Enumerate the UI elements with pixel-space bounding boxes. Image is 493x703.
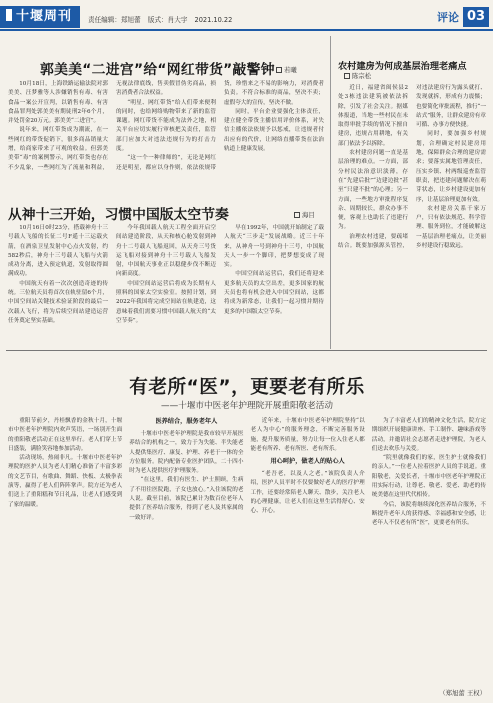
article-guo-meimei (8, 58, 324, 200)
article-body (8, 417, 486, 699)
article-paragraph: 中国空间站运营后将成为长期有人照料的国家太空实验室。按照计划，到2022年我国将完成空间站在轨建造，这意味着我们需要习惯中国载人航天的“太空节奏”。 (116, 280, 216, 324)
byline-box-icon (344, 73, 350, 79)
section-divider (6, 350, 487, 351)
designer-credit: 版式：肖大宇 (147, 16, 188, 24)
page-number: 03 (463, 7, 489, 27)
article-body (338, 84, 486, 348)
masthead-mark-icon (6, 9, 12, 21)
section-label (437, 6, 489, 28)
article-subhead: 医养结合，服务老年人 (155, 418, 218, 425)
issue-info (88, 14, 237, 24)
article-headline: 从神十三开始，习惯中国版太空节奏 (8, 207, 229, 223)
article-paragraph: 农村建房问题一直是基层治理的难点。一方面，部分村民法治意识淡薄，存在“先建后批”“边建边批”甚至“只建不批”的心理；另一方面，一些地方审批程序复杂、周期较长，群众办事不便，客观上也助长了违建行为。 (338, 150, 408, 231)
newspaper-masthead (0, 6, 80, 28)
article-byline (344, 71, 371, 80)
article-paragraph: 十堰市中医老年护理院是我市较早开展医养结合的机构之一，致力于为失能、半失能老人提供集医疗、康复、护理、养老于一体的全方位服务。院内配备专业医护团队，二十四小时为老人提供医疗护理服务。 (129, 431, 244, 475)
article-byline (276, 65, 297, 74)
editor-credit: 责任编辑：郑旭蕾 (88, 16, 141, 24)
article-subhead: 用心呵护，做老人的贴心人 (270, 458, 345, 466)
column-divider (330, 36, 331, 349)
article-paragraph: 重阳节前夕，丹桂飘香的金秋十月，十堰市中医老年护理院内欢声笑语，一场别开生面的重阳敬老活动正在这里举行。老人们穿上节日盛装，满脸笑容地参加活动。 (8, 418, 123, 452)
article-headline: 有老所“医”，更要老有所乐 (129, 377, 365, 398)
issue-date: 2021.10.22 (194, 16, 233, 24)
article-paragraph: “老吾老，以及人之老。”该院负责人介绍，医护人员平时不仅要做好老人的医疗护理工作，还要经常陪老人聊天、散步，关注老人的心理健康，让老人们在这里生活得舒心、安心、开心。 (250, 471, 365, 515)
article-elderly-care (8, 355, 486, 701)
article-body (8, 224, 324, 345)
article-paragraph: 治理农村违建，要疏堵结合。既要加强源头管控，对违法建房行为露头就打、发现就拆，形成有力震慑；也要简化审批流程，推行“一站式”服务，让群众建房有章可循、办事方便快捷。 (338, 85, 486, 250)
article-paragraph: “这一个一种律师的”，无论是网红还是明星，都应以身作则，依法依规带货，珍惜来之不易的影响力，对消费者负责。不符合标准的商品，坚决不卖；虚假夸大的宣传，坚决不做。 (116, 81, 324, 171)
article-shenzhou-13 (8, 203, 324, 345)
byline-box-icon (294, 212, 300, 218)
article-paragraph: “在这里，我们有医生、护士照顾，生病了不用往医院跑，子女也放心。”入住该院的老人说。截至目前，该院已累计为数百位老年人提供了医养结合服务，得到了老人及其家属的一致好评。 (129, 477, 244, 521)
article-paragraph: 今后，该院将继续深化医养结合服务，不断提升老年人的获得感、幸福感和安全感，让老年人不仅老有所“医”，更要老有所乐。 (371, 501, 486, 527)
article-paragraph: 同时，要加强乡村规划，合理确定村民建房用地，保障群众合理的建房需求；要落实属地管理责任，压实乡镇、村两级巡查监管职责，把违建问题解决在萌芽状态，让乡村建设更加有序，让基层治理更加有效。 (416, 131, 486, 203)
article-paragraph: 近日，福建省闽侯县2处3栋违法建筑被依法拆除，引发了社会关注。据媒体报道，当地一些村民在未取得审批手续的情况下擅自建房，违规占用耕地，有关部门依法予以拆除。 (338, 85, 408, 147)
article-paragraph: 同时，平台企业要强化主体责任，建立健全带货主播信用评价体系，对失信主播依法依规予以惩戒，让违规者付出应有的代价，让网络直播带货在法治轨道上健康发展。 (224, 108, 324, 153)
article-byline (294, 210, 315, 219)
article-paragraph: 10月16日0时23分，搭载神舟十三号载人飞船的长征二号F遥十三运载火箭，在酒泉卫星发射中心点火发射，约582秒后，神舟十三号载人飞船与火箭成功分离，进入预定轨道，发射取得圆满成功。 (8, 225, 108, 278)
article-paragraph: 说年来，网红带货成为潮流，在一些网红的带货促销下，很多商品销量大增，给商家带来了可观的收益。但郭美美带“毒”的案例警示，网红带货也存在不少乱象，一些网红为了流量和利益，无视法律底线，售卖假冒伪劣商品，损害消费者合法权益。 (8, 81, 216, 171)
article-headline: 农村建房为何成基层治理老痛点 (338, 61, 467, 72)
section-name: 评论 (437, 11, 459, 24)
article-subtitle: ——十堰市中医老年护理院开展重阳敬老活动 (161, 401, 333, 411)
article-paragraph: 农村建房关系千家万户，只有依法规范、科学管理、服务到位，才能破解这一基层治理老痛点，让美丽乡村建设行稳致远。 (416, 205, 486, 250)
article-paragraph: 活动现场，热闹非凡。十堰市中医老年护理院的医护人员为老人们精心准备了丰富多彩的文艺节目，有歌曲、舞蹈、快板、太极拳表演等，赢得了老人们阵阵掌声。院方还为老人们送上了重阳糕和节日礼品，让老人们感受到了家的温暖。 (8, 455, 123, 508)
article-paragraph: 为了丰富老人们的精神文化生活，院方定期组织开展健康讲座、手工制作、趣味游戏等活动，并邀请社会志愿者走进护理院，为老人们送去欢乐与关爱。 (371, 418, 486, 452)
article-byline: （郑旭蕾 王权） (439, 689, 486, 697)
article-paragraph: “院里就像我们的家，医生护士就像我们的亲人。”一位老人拉着医护人员的手说道。重阳敬老，关爱长者，十堰市中医老年护理院正用实际行动，让尊老、敬老、爱老、助老的传统美德在这里代代相传。 (371, 455, 486, 499)
byline-author: 若曦 (284, 66, 297, 74)
article-paragraph: 中国空间站运营后，我们还将迎来更多航天员的太空出差，更多国家的航天员也将有机会进入中国空间站，这都将成为新常态，让我们一起习惯并期待更多的中国版太空节奏。 (224, 271, 324, 315)
page-header (0, 0, 493, 30)
byline-author: 陈宗松 (352, 72, 372, 80)
article-paragraph: 今年我国载人航天工程全面开启空间站建造阶段，从天和核心舱发射到神舟十二号载人飞船返回，从天舟三号货运飞船对接到神舟十三号载人飞船发射，中国航天事业正以稳健步伐不断迈向新高度。 (116, 225, 216, 278)
header-divider (0, 29, 493, 31)
article-paragraph: 近年来，十堰市中医老年护理院坚持“以老人为中心”的服务理念，不断完善服务设施，提升服务质量，努力让每一位入住老人都能老有所养、老有所医、老有所乐。 (250, 418, 365, 452)
article-body (8, 80, 324, 200)
masthead-title: 十堰周刊 (16, 9, 73, 24)
byline-box-icon (276, 67, 282, 73)
article-paragraph: 10月18日，上海铁路运输法院对郭美美、汪梦雅等人涉嫌销售有毒、有害食品一案公开宣判，以销售有毒、有害食品罪判处郭美美有期徒刑2年6个月，并处罚金20万元。郭美美“二进宫”。 (8, 81, 108, 125)
article-paragraph: 中国航天有着一次次创造奇迹的传统。三位航天员将首次在轨驻留6个月，中国空间站关键技术验证阶段的最后一次载人飞行，将为后续空间站建造运营任务奠定坚实基础。 (8, 280, 108, 324)
article-paragraph: 早在1992年，中国就开始制定了载人航天“三步走”发展战略。近三十年来，从神舟一号到神舟十三号，中国航天人一步一个脚印，把梦想变成了现实。 (224, 225, 324, 269)
byline-author: 郑旭蕾 王权 (445, 689, 480, 697)
article-rural-housing (338, 58, 486, 348)
article-paragraph: “明星、网红带货”给人们带来便利的同时，也给网络购物带来了新的监管课题。网红带货不能成为法外之地，相关平台应切实履行审核把关责任，监管部门应加大对违法违规行为的打击力度。 (116, 99, 216, 153)
article-headline: 郭美美“二进宫”给“网红带货”敲警钟 (40, 62, 275, 78)
byline-author: 海目 (302, 211, 315, 219)
